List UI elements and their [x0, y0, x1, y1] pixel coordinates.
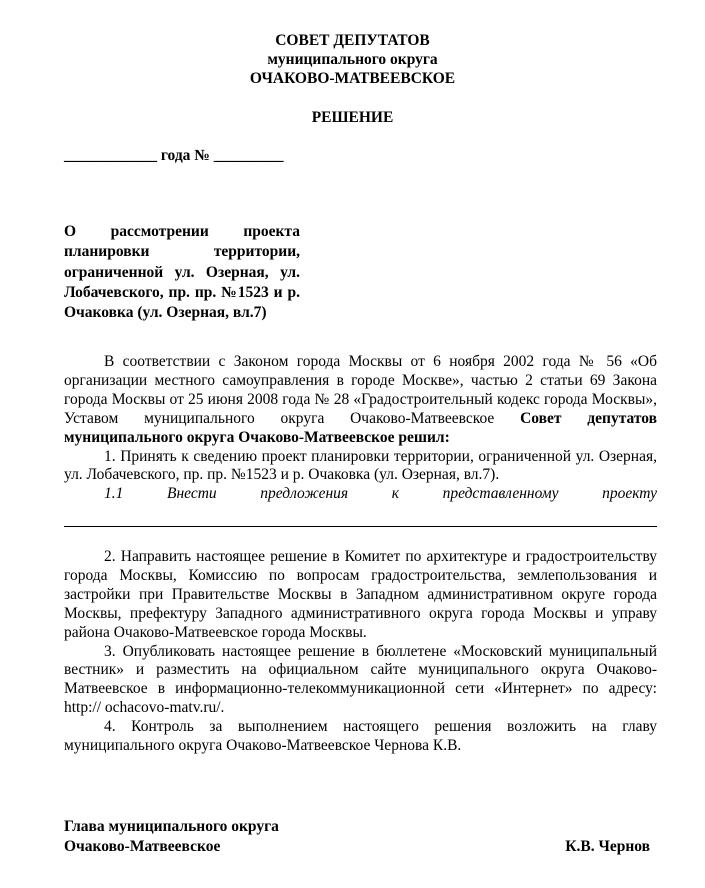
preamble-paragraph	[64, 353, 657, 448]
date-number-line: ____________ года № _________	[64, 147, 284, 164]
document-type: РЕШЕНИЕ	[311, 109, 394, 126]
item-2: 2. Направить настоящее решение в Комитет по архитектуре и градостроительству города Москвы, Комиссию по вопросам градостроительства, землепользования и застройки при Правительстве Москвы в Западном административном округе города Москвы, префектуру Западного административного округа города Москвы и управу района Очаково-Матвеевское города Москвы.	[64, 548, 657, 641]
org-name-line2: муниципального округа	[267, 51, 438, 68]
org-name-line1: СОВЕТ ДЕПУТАТОВ	[275, 32, 430, 49]
item-3: 3. Опубликовать настоящее решение в бюллетене «Московский муниципальный вестник» и разместить на официальном сайте муниципального округа Очаково-Матвеевское в информационно-телекоммуникационной сети «Интернет» по адресу: http:// ochacovo-matv.ru/.	[64, 642, 657, 717]
document-body-continued	[64, 548, 657, 756]
item-1: 1. Принять к сведению проект планировки территории, ограниченной ул. Озерная, ул. Лобачевского, пр. пр. №1523 и р. Очаковка (ул. Озерная, вл.7).	[64, 447, 657, 484]
signatory-name: К.В. Чернов	[565, 838, 650, 855]
preamble-text: В соответствии с Законом города Москвы от 6 ноября 2002 года № 56 «Об организации местного самоуправления в городе Москве», частью 2 статьи 69 Закона города Москвы от 25 июня 2008 года № 28 «Градостроительный кодекс города Москвы», Уставом муниципального округа Очаково-Матвеевское	[64, 353, 657, 427]
item-1-1: 1.1 Внести предложения к представленному проекту	[104, 485, 657, 503]
signatory-title-line1: Глава муниципального округа	[64, 818, 279, 835]
signatory-title-line2: Очаково-Матвеевское	[64, 838, 221, 855]
org-name-line3: ОЧАКОВО-МАТВЕЕВСКОЕ	[249, 70, 456, 87]
preamble-resolution: Совет депутатов муниципального округа Очаково-Матвеевское решил:	[64, 409, 658, 446]
blank-line	[64, 526, 657, 527]
signatory-title	[64, 817, 279, 857]
item-4: 4. Контроль за выполнением настоящего решения возложить на главу муниципального округа Очаково-Матвеевское Чернова К.В.	[64, 718, 657, 755]
document-body	[64, 353, 657, 504]
document-subject: О рассмотрении проекта планировки территории, ограниченной ул. Озерная, ул. Лобачевского, пр. пр. №1523 и р. Очаковка (ул. Озерная, вл.7)	[64, 223, 300, 322]
